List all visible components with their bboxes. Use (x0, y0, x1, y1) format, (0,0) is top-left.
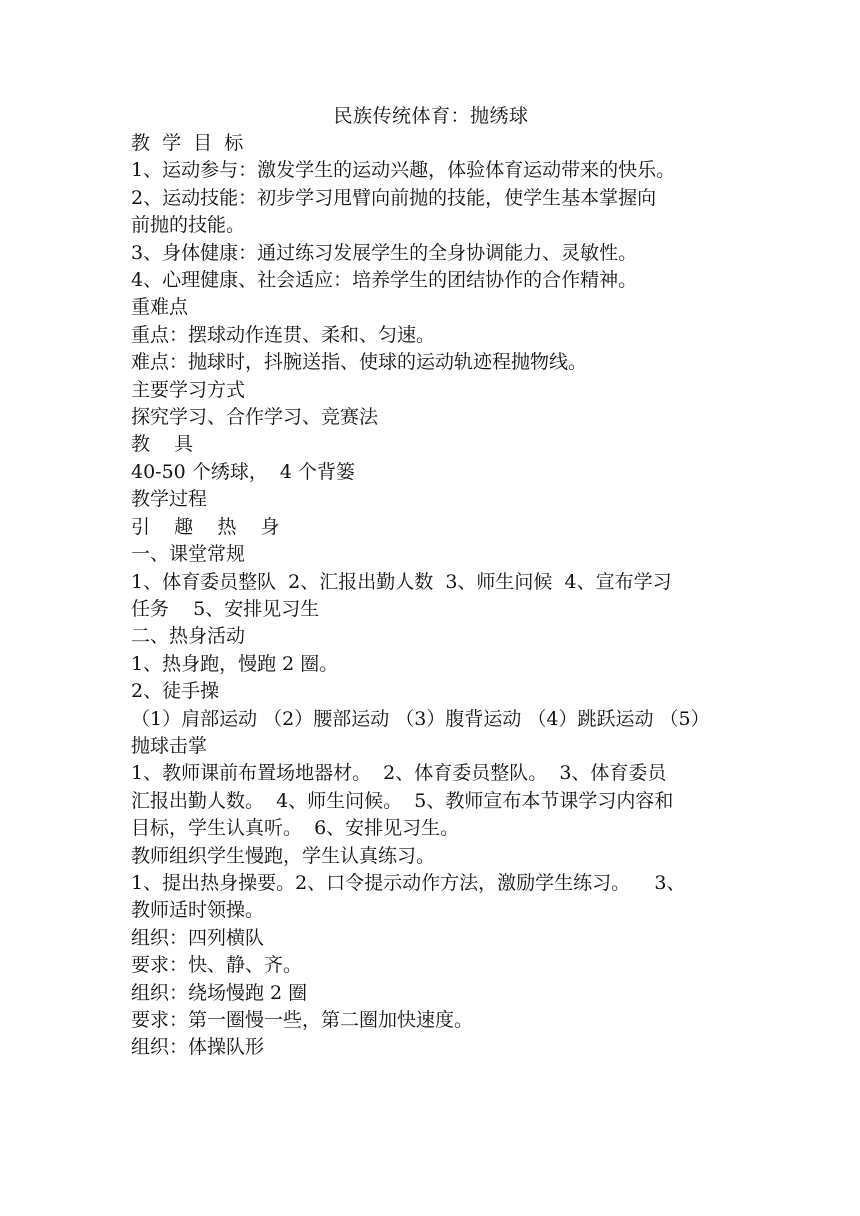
routine-line: 1、体育委员整队 2、汇报出勤人数 3、师生问候 4、宣布学习 (131, 570, 672, 593)
heading-warm-up: 引 趣 热 身 (131, 515, 280, 538)
heading-equipment: 教 具 (131, 433, 194, 456)
section-warm-up-activities: 二、热身活动 (131, 625, 246, 648)
document-title: 民族传统体育：抛绣球 (333, 105, 529, 127)
heading-learning-methods: 主要学习方式 (131, 378, 246, 401)
heading-teaching-goals: 教 学 目 标 (131, 132, 244, 154)
goal-line: 4、心理健康、社会适应：培养学生的团结协作的合作精神。 (131, 269, 638, 292)
requirement-line: 要求：快、静、齐。 (131, 954, 303, 977)
key-point-line: 重点：摆球动作连贯、柔和、匀速。 (131, 323, 436, 346)
teacher-step-line: 教师适时领操。 (131, 899, 265, 922)
heading-teaching-process: 教学过程 (131, 488, 208, 511)
teacher-step-line: 1、教师课前布置场地器材。 2、体育委员整队。 3、体育委员 (131, 762, 667, 785)
routine-line: 任务 5、安排见习生 (131, 597, 320, 620)
goal-line: 前抛的技能。 (131, 214, 246, 237)
activity-line: 1、热身跑，慢跑 2 圈。 (131, 652, 339, 675)
goal-line: 3、身体健康：通过练习发展学生的全身协调能力、灵敏性。 (131, 241, 638, 264)
exercise-list-line: 抛球击掌 (131, 734, 208, 757)
organization-line: 组织：四列横队 (131, 926, 265, 949)
goal-line: 1、运动参与：激发学生的运动兴趣，体验体育运动带来的快乐。 (131, 159, 676, 182)
requirement-line: 要求：第一圈慢一些，第二圈加快速度。 (131, 1009, 474, 1031)
exercise-list-line: （1）肩部运动 （2）腰部运动 （3）腹背运动 （4）跳跃运动 （5） (131, 707, 710, 730)
organization-line: 组织：绕场慢跑 2 圈 (131, 981, 308, 1004)
section-class-routine: 一、课堂常规 (131, 543, 246, 566)
document-page (131, 102, 731, 1062)
difficulty-line: 难点：抛球时，抖腕送指、使球的运动轨迹程抛物线。 (131, 351, 588, 374)
teacher-step-line: 教师组织学生慢跑，学生认真练习。 (131, 844, 436, 867)
equipment-line: 40-50 个绣球， 4 个背篓 (131, 460, 356, 483)
goal-line: 2、运动技能：初步学习甩臂向前抛的技能，使学生基本掌握向 (131, 186, 657, 209)
learning-methods-line: 探究学习、合作学习、竞赛法 (131, 406, 379, 429)
teacher-step-line: 目标，学生认真听。 6、安排见习生。 (131, 817, 460, 840)
teacher-step-line: 1、提出热身操要。2、口令提示动作方法，激励学生练习。 3、 (131, 871, 686, 894)
teacher-step-line: 汇报出勤人数。 4、师生问候。 5、教师宣布本节课学习内容和 (131, 789, 674, 812)
activity-line: 2、徒手操 (131, 680, 220, 703)
heading-key-points: 重难点 (131, 296, 189, 319)
organization-line: 组织：体操队形 (131, 1036, 265, 1059)
